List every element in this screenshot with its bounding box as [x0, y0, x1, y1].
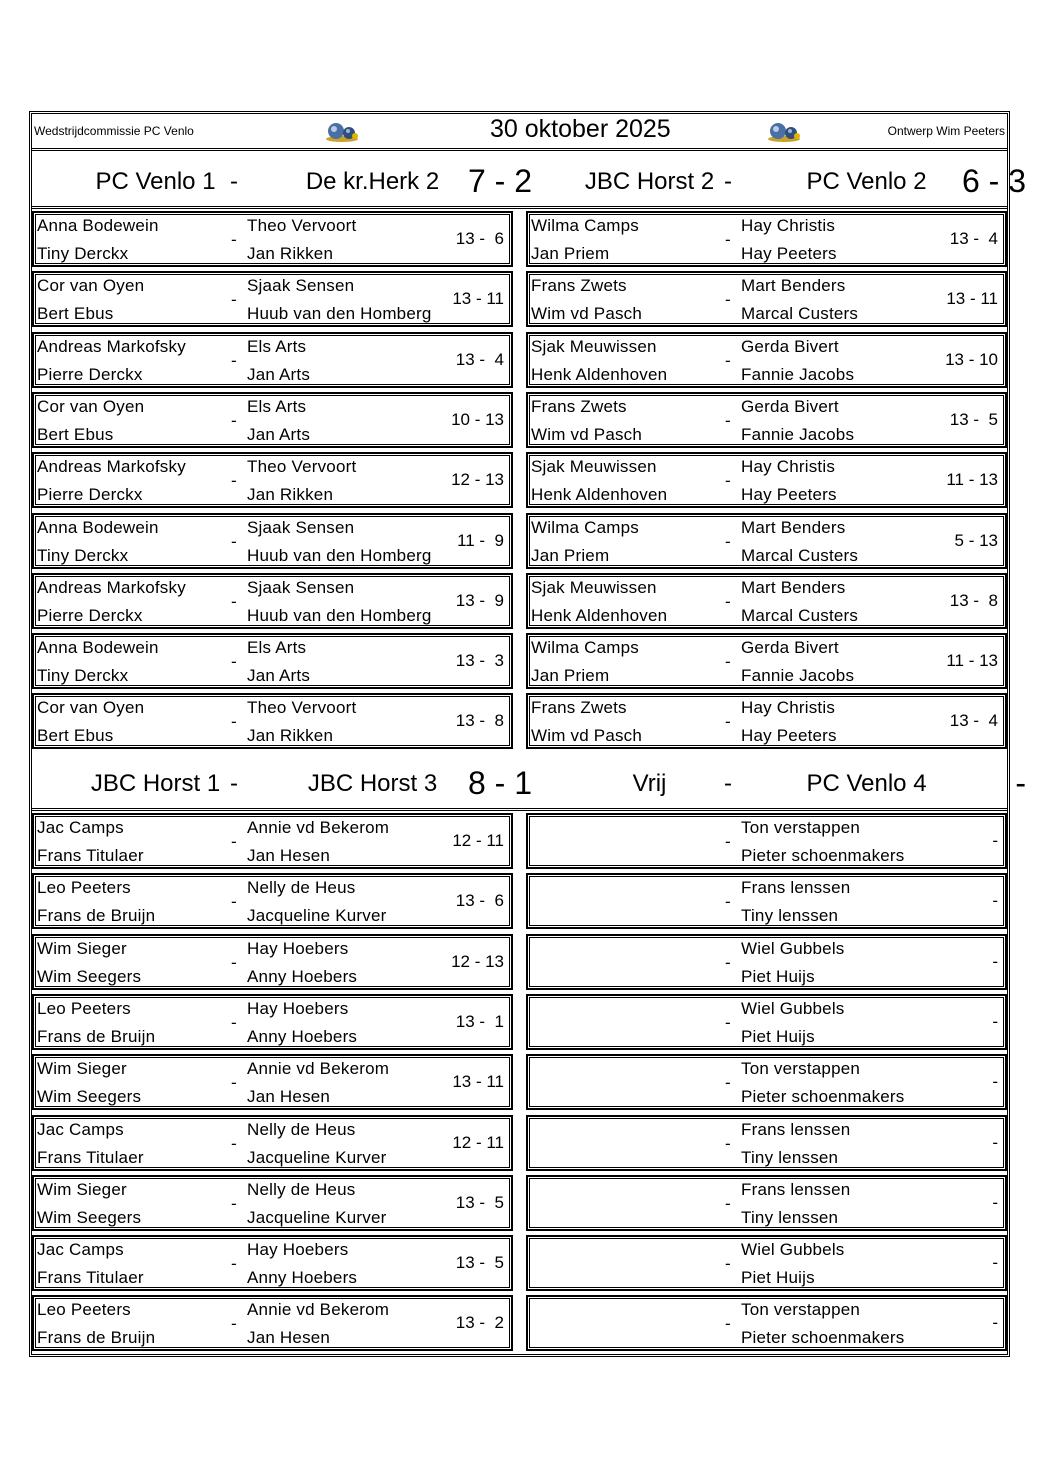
petanque-balls-icon: [766, 119, 802, 143]
away-team-name: PC Venlo 2: [806, 168, 927, 195]
game-score: 13 - 8: [949, 591, 998, 610]
away-player-1: Annie vd Bekerom: [247, 1059, 390, 1078]
game-score: -: [992, 831, 998, 850]
home-player-2: Wim vd Pasch: [531, 726, 643, 745]
game-score: 13 - 10: [945, 350, 998, 369]
team-total-score: 6 - 3: [961, 163, 1026, 199]
game-score: 13 - 11: [452, 1072, 504, 1091]
home-player-2: Bert Ebus: [37, 304, 114, 323]
team-separator: -: [230, 770, 238, 797]
team-total-score: 7 - 2: [467, 163, 532, 199]
away-player-2: Anny Hoebers: [247, 967, 358, 986]
away-player-2: Jan Hesen: [247, 846, 331, 865]
game-row: [526, 633, 1007, 689]
game-row: [526, 994, 1007, 1050]
game-separator: -: [231, 1134, 237, 1153]
game-score: 13 - 6: [455, 891, 504, 910]
away-player-1: Hay Christis: [741, 457, 836, 476]
game-score: -: [992, 1313, 998, 1332]
away-player-2: Hay Peeters: [741, 485, 837, 504]
away-player-1: Annie vd Bekerom: [247, 1300, 390, 1319]
away-player-1: Theo Vervoort: [247, 457, 357, 476]
game-score: 13 - 9: [455, 591, 504, 610]
away-player-2: Piet Huijs: [741, 1268, 815, 1287]
away-player-2: Fannie Jacobs: [741, 365, 855, 384]
game-row: [32, 1115, 513, 1171]
away-player-1: Annie vd Bekerom: [247, 818, 390, 837]
away-player-1: Wiel Gubbels: [741, 939, 845, 958]
team-total-score: -: [1015, 765, 1026, 801]
home-player-1: Wim Sieger: [37, 1180, 127, 1199]
game-row: [32, 693, 513, 749]
home-player-2: Tiny Derckx: [37, 546, 129, 565]
game-separator: -: [231, 1254, 237, 1273]
away-player-2: Piet Huijs: [741, 967, 815, 986]
home-player-1: Leo Peeters: [37, 878, 131, 897]
home-player-1: Andreas Markofsky: [37, 457, 186, 476]
game-score: 13 - 4: [949, 711, 998, 730]
away-player-1: Hay Christis: [741, 698, 836, 717]
home-player-2: Wim vd Pasch: [531, 425, 643, 444]
home-player-1: Wilma Camps: [531, 638, 639, 657]
away-player-2: Anny Hoebers: [247, 1027, 358, 1046]
game-row: [32, 573, 513, 629]
home-player-1: Leo Peeters: [37, 1300, 131, 1319]
away-player-2: Fannie Jacobs: [741, 425, 855, 444]
home-player-1: Sjak Meuwissen: [531, 337, 657, 356]
game-row: [526, 573, 1007, 629]
game-separator: -: [231, 290, 237, 309]
game-row: [526, 1115, 1007, 1171]
game-row: [526, 452, 1007, 508]
away-player-2: Tiny lenssen: [741, 906, 839, 925]
away-player-2: Jacqueline Kurver: [247, 1208, 387, 1227]
away-player-1: Mart Benders: [741, 518, 846, 537]
game-separator: -: [231, 1314, 237, 1333]
game-separator: -: [725, 532, 731, 551]
home-player-2: Jan Priem: [531, 546, 610, 565]
game-score: -: [992, 1193, 998, 1212]
home-player-2: Wim vd Pasch: [531, 304, 643, 323]
away-player-1: Sjaak Sensen: [247, 578, 355, 597]
game-score: 13 - 2: [455, 1313, 504, 1332]
away-player-2: Jan Arts: [247, 425, 311, 444]
game-separator: -: [725, 290, 731, 309]
game-separator: -: [725, 1194, 731, 1213]
away-player-2: Tiny lenssen: [741, 1148, 839, 1167]
game-separator: -: [725, 832, 731, 851]
game-separator: -: [231, 1194, 237, 1213]
team-header-row: [32, 755, 532, 811]
home-player-2: Wim Seegers: [37, 1208, 142, 1227]
home-player-1: Sjak Meuwissen: [531, 457, 657, 476]
away-player-2: Marcal Custers: [741, 304, 859, 323]
game-row: [32, 1295, 513, 1351]
away-player-2: Hay Peeters: [741, 244, 837, 263]
game-separator: -: [725, 1073, 731, 1092]
away-player-2: Huub van den Homberg: [247, 546, 432, 565]
game-row: [526, 1054, 1007, 1110]
away-player-2: Jan Rikken: [247, 726, 334, 745]
home-player-2: Wim Seegers: [37, 967, 142, 986]
game-row: [32, 211, 513, 267]
game-score: -: [992, 1072, 998, 1091]
home-player-1: Anna Bodewein: [37, 638, 159, 657]
away-player-2: Pieter schoenmakers: [741, 1328, 905, 1347]
game-row: [526, 873, 1007, 929]
home-player-1: Frans Zwets: [531, 276, 627, 295]
away-player-1: Wiel Gubbels: [741, 1240, 845, 1259]
away-player-2: Tiny lenssen: [741, 1208, 839, 1227]
home-player-2: Bert Ebus: [37, 726, 114, 745]
team-row-divider: [32, 808, 1007, 811]
away-player-1: Gerda Bivert: [741, 638, 839, 657]
game-row: [526, 1235, 1007, 1291]
team-header-row: [32, 153, 532, 209]
game-separator: -: [725, 892, 731, 911]
header-divider: [32, 148, 1007, 151]
organizer-label: Wedstrijdcommissie PC Venlo: [34, 124, 194, 138]
home-player-1: Cor van Oyen: [37, 276, 145, 295]
away-player-2: Jan Rikken: [247, 244, 334, 263]
game-separator: -: [725, 652, 731, 671]
game-separator: -: [725, 1254, 731, 1273]
home-player-2: Frans Titulaer: [37, 1148, 144, 1167]
home-team-name: JBC Horst 2: [584, 168, 715, 195]
home-player-1: Jac Camps: [37, 818, 124, 837]
game-row: [32, 452, 513, 508]
home-player-1: Jac Camps: [37, 1240, 124, 1259]
game-score: 13 - 11: [452, 289, 504, 308]
game-row: [32, 271, 513, 327]
game-row: [526, 513, 1007, 569]
petanque-balls-icon: [324, 119, 360, 143]
game-separator: -: [231, 471, 237, 490]
away-player-1: Ton verstappen: [741, 1059, 861, 1078]
away-player-2: Fannie Jacobs: [741, 666, 855, 685]
game-separator: -: [725, 1314, 731, 1333]
away-player-2: Jacqueline Kurver: [247, 1148, 387, 1167]
home-player-1: Wim Sieger: [37, 939, 127, 958]
game-score: 13 - 5: [455, 1253, 504, 1272]
away-player-1: Gerda Bivert: [741, 397, 839, 416]
game-row: [32, 1175, 513, 1231]
away-team-name: PC Venlo 4: [806, 770, 927, 797]
game-row: [526, 211, 1007, 267]
game-score: 11 - 9: [457, 531, 504, 550]
away-player-1: Gerda Bivert: [741, 337, 839, 356]
home-player-1: Wilma Camps: [531, 518, 639, 537]
team-total-score: 8 - 1: [467, 765, 532, 801]
game-score: -: [992, 1133, 998, 1152]
team-separator: -: [724, 168, 732, 195]
home-player-1: Wim Sieger: [37, 1059, 127, 1078]
game-score: 12 - 11: [452, 1133, 504, 1152]
page-header: [32, 114, 1007, 149]
game-score: 13 - 5: [455, 1193, 504, 1212]
home-player-2: Frans de Bruijn: [37, 1328, 156, 1347]
away-player-1: Frans lenssen: [741, 878, 851, 897]
away-player-1: Els Arts: [247, 337, 307, 356]
game-row: [32, 934, 513, 990]
game-row: [526, 271, 1007, 327]
game-row: [32, 873, 513, 929]
game-separator: -: [231, 351, 237, 370]
away-player-1: Sjaak Sensen: [247, 276, 355, 295]
home-player-2: Frans Titulaer: [37, 1268, 144, 1287]
game-separator: -: [231, 230, 237, 249]
away-player-1: Els Arts: [247, 397, 307, 416]
home-player-1: Anna Bodewein: [37, 216, 159, 235]
away-player-1: Hay Hoebers: [247, 939, 349, 958]
game-score: 13 - 6: [455, 229, 504, 248]
game-score: -: [992, 891, 998, 910]
home-player-2: Frans Titulaer: [37, 846, 144, 865]
away-player-1: Nelly de Heus: [247, 1180, 356, 1199]
game-row: [32, 813, 513, 869]
home-player-2: Pierre Derckx: [37, 485, 143, 504]
game-row: [32, 332, 513, 388]
game-score: 12 - 13: [451, 470, 504, 489]
home-player-2: Bert Ebus: [37, 425, 114, 444]
home-player-2: Henk Aldenhoven: [531, 365, 668, 384]
home-player-2: Pierre Derckx: [37, 365, 143, 384]
game-row: [32, 1054, 513, 1110]
away-team-name: JBC Horst 3: [307, 770, 438, 797]
home-player-2: Frans de Bruijn: [37, 906, 156, 925]
away-player-1: Mart Benders: [741, 578, 846, 597]
game-separator: -: [231, 652, 237, 671]
game-row: [526, 1175, 1007, 1231]
game-score: 13 - 11: [946, 289, 998, 308]
game-separator: -: [725, 712, 731, 731]
away-player-1: Hay Hoebers: [247, 999, 349, 1018]
home-player-2: Henk Aldenhoven: [531, 485, 668, 504]
away-player-1: Ton verstappen: [741, 1300, 861, 1319]
away-team-name: De kr.Herk 2: [305, 168, 440, 195]
game-score: -: [992, 1012, 998, 1031]
game-row: [32, 633, 513, 689]
away-player-1: Ton verstappen: [741, 818, 861, 837]
game-separator: -: [725, 953, 731, 972]
game-score: -: [992, 1253, 998, 1272]
game-score: 11 - 13: [946, 651, 998, 670]
game-separator: -: [231, 953, 237, 972]
game-row: [526, 392, 1007, 448]
game-row: [526, 813, 1007, 869]
designer-label: Ontwerp Wim Peeters: [887, 124, 1005, 138]
home-player-2: Tiny Derckx: [37, 244, 129, 263]
away-player-2: Huub van den Homberg: [247, 606, 432, 625]
home-player-2: Wim Seegers: [37, 1087, 142, 1106]
away-player-1: Nelly de Heus: [247, 1120, 356, 1139]
away-player-1: Frans lenssen: [741, 1120, 851, 1139]
home-player-2: Pierre Derckx: [37, 606, 143, 625]
away-player-2: Jan Arts: [247, 365, 311, 384]
away-player-2: Marcal Custers: [741, 606, 859, 625]
away-player-2: Jan Rikken: [247, 485, 334, 504]
game-row: [32, 1235, 513, 1291]
game-score: 13 - 5: [949, 410, 998, 429]
away-player-2: Hay Peeters: [741, 726, 837, 745]
game-row: [32, 994, 513, 1050]
game-score: 13 - 8: [455, 711, 504, 730]
game-score: 11 - 13: [946, 470, 998, 489]
away-player-1: Els Arts: [247, 638, 307, 657]
team-separator: -: [230, 168, 238, 195]
game-row: [526, 332, 1007, 388]
game-separator: -: [231, 411, 237, 430]
game-separator: -: [725, 1134, 731, 1153]
home-player-2: Jan Priem: [531, 666, 610, 685]
home-player-2: Frans de Bruijn: [37, 1027, 156, 1046]
home-player-2: Jan Priem: [531, 244, 610, 263]
away-player-1: Wiel Gubbels: [741, 999, 845, 1018]
home-player-1: Andreas Markofsky: [37, 578, 186, 597]
home-team-name: Vrij: [632, 770, 667, 797]
away-player-1: Theo Vervoort: [247, 216, 357, 235]
home-player-1: Sjak Meuwissen: [531, 578, 657, 597]
game-row: [526, 1295, 1007, 1351]
game-separator: -: [725, 1013, 731, 1032]
match-date: 30 oktober 2025: [490, 115, 671, 143]
away-player-1: Hay Hoebers: [247, 1240, 349, 1259]
game-score: 12 - 11: [452, 831, 504, 850]
game-separator: -: [725, 351, 731, 370]
home-player-1: Cor van Oyen: [37, 397, 145, 416]
game-score: 13 - 4: [949, 229, 998, 248]
away-player-2: Huub van den Homberg: [247, 304, 432, 323]
home-player-1: Frans Zwets: [531, 698, 627, 717]
game-separator: -: [725, 411, 731, 430]
away-player-1: Sjaak Sensen: [247, 518, 355, 537]
home-player-1: Frans Zwets: [531, 397, 627, 416]
away-player-2: Marcal Custers: [741, 546, 859, 565]
game-score: 13 - 4: [455, 350, 504, 369]
team-row-divider: [32, 206, 1007, 209]
game-separator: -: [231, 592, 237, 611]
game-separator: -: [231, 832, 237, 851]
home-player-1: Anna Bodewein: [37, 518, 159, 537]
away-player-1: Nelly de Heus: [247, 878, 356, 897]
home-player-2: Henk Aldenhoven: [531, 606, 668, 625]
team-header-row: [526, 153, 1026, 209]
away-player-2: Jan Arts: [247, 666, 311, 685]
away-player-1: Mart Benders: [741, 276, 846, 295]
away-player-1: Hay Christis: [741, 216, 836, 235]
game-separator: -: [725, 592, 731, 611]
team-header-row: [526, 755, 1026, 811]
game-separator: -: [231, 892, 237, 911]
away-player-2: Jan Hesen: [247, 1328, 331, 1347]
away-player-1: Theo Vervoort: [247, 698, 357, 717]
game-score: -: [992, 952, 998, 971]
home-player-2: Tiny Derckx: [37, 666, 129, 685]
game-score: 13 - 1: [455, 1012, 504, 1031]
game-separator: -: [231, 1073, 237, 1092]
game-separator: -: [725, 471, 731, 490]
away-player-2: Anny Hoebers: [247, 1268, 358, 1287]
game-row: [32, 392, 513, 448]
game-row: [526, 934, 1007, 990]
game-separator: -: [231, 532, 237, 551]
game-score: 5 - 13: [954, 531, 998, 550]
home-team-name: PC Venlo 1: [95, 168, 216, 195]
game-row: [32, 513, 513, 569]
home-player-1: Jac Camps: [37, 1120, 124, 1139]
home-player-1: Wilma Camps: [531, 216, 639, 235]
away-player-2: Pieter schoenmakers: [741, 846, 905, 865]
home-team-name: JBC Horst 1: [90, 770, 221, 797]
home-player-1: Cor van Oyen: [37, 698, 145, 717]
away-player-2: Jan Hesen: [247, 1087, 331, 1106]
game-row: [526, 693, 1007, 749]
away-player-2: Pieter schoenmakers: [741, 1087, 905, 1106]
game-separator: -: [231, 712, 237, 731]
game-score: 13 - 3: [455, 651, 504, 670]
away-player-2: Jacqueline Kurver: [247, 906, 387, 925]
game-score: 12 - 13: [451, 952, 504, 971]
away-player-1: Frans lenssen: [741, 1180, 851, 1199]
team-separator: -: [724, 770, 732, 797]
home-player-1: Leo Peeters: [37, 999, 131, 1018]
away-player-2: Piet Huijs: [741, 1027, 815, 1046]
game-separator: -: [231, 1013, 237, 1032]
game-score: 10 - 13: [451, 410, 504, 429]
game-separator: -: [725, 230, 731, 249]
home-player-1: Andreas Markofsky: [37, 337, 186, 356]
